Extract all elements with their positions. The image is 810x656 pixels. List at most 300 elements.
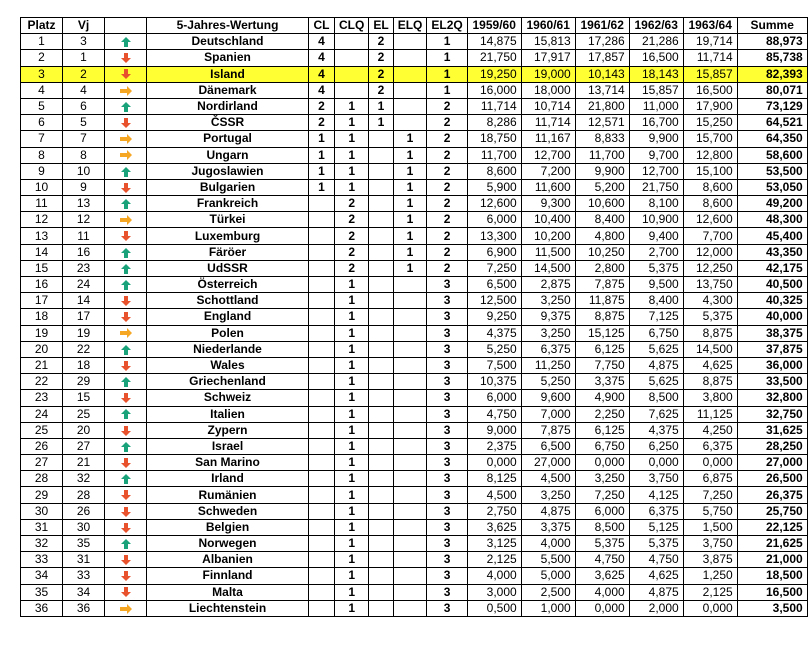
table-row	[21, 82, 808, 98]
cell-season-3: 10,600	[575, 196, 629, 212]
table-row	[21, 260, 808, 276]
cell-clq: 1	[335, 98, 369, 114]
cell-season-5: 15,250	[683, 115, 737, 131]
cell-el	[369, 600, 393, 616]
cell-country: Spanien	[147, 50, 309, 66]
cell-country: Polen	[147, 325, 309, 341]
header-vj: Vj	[63, 18, 105, 34]
cell-season-5: 15,857	[683, 66, 737, 82]
cell-summe: 64,350	[737, 131, 807, 147]
table-row	[21, 131, 808, 147]
cell-trend	[105, 438, 147, 454]
table-row	[21, 212, 808, 228]
cell-cl: 4	[309, 82, 335, 98]
cell-elq	[393, 277, 427, 293]
cell-el	[369, 325, 393, 341]
cell-cl	[309, 438, 335, 454]
cell-clq: 1	[335, 503, 369, 519]
cell-el	[369, 212, 393, 228]
cell-season-3: 3,625	[575, 568, 629, 584]
cell-country: Schweiz	[147, 390, 309, 406]
cell-season-3: 6,125	[575, 422, 629, 438]
cell-summe: 32,750	[737, 406, 807, 422]
table-row	[21, 325, 808, 341]
cell-country: Norwegen	[147, 536, 309, 552]
cell-season-4: 21,286	[629, 34, 683, 50]
cell-cl	[309, 552, 335, 568]
cell-cl	[309, 503, 335, 519]
cell-season-5: 11,125	[683, 406, 737, 422]
cell-summe: 58,600	[737, 147, 807, 163]
cell-elq	[393, 487, 427, 503]
cell-cl: 1	[309, 179, 335, 195]
table-row	[21, 341, 808, 357]
cell-season-4: 2,700	[629, 244, 683, 260]
cell-country: Rumänien	[147, 487, 309, 503]
cell-clq: 1	[335, 568, 369, 584]
cell-vj: 9	[63, 179, 105, 195]
arrow-down-icon	[119, 117, 133, 129]
cell-season-5: 6,375	[683, 438, 737, 454]
cell-trend	[105, 487, 147, 503]
table-row	[21, 455, 808, 471]
cell-clq: 2	[335, 228, 369, 244]
cell-clq: 1	[335, 131, 369, 147]
cell-el2q: 3	[427, 503, 467, 519]
cell-country: Jugoslawien	[147, 163, 309, 179]
table-row	[21, 50, 808, 66]
cell-country: UdSSR	[147, 260, 309, 276]
cell-season-4: 4,875	[629, 584, 683, 600]
cell-season-4: 6,250	[629, 438, 683, 454]
table-row	[21, 519, 808, 535]
cell-platz: 20	[21, 341, 63, 357]
cell-vj: 36	[63, 600, 105, 616]
cell-country: Zypern	[147, 422, 309, 438]
cell-season-4: 4,625	[629, 568, 683, 584]
cell-season-5: 6,875	[683, 471, 737, 487]
cell-clq: 1	[335, 374, 369, 390]
cell-season-4: 15,857	[629, 82, 683, 98]
cell-platz: 29	[21, 487, 63, 503]
cell-el2q: 3	[427, 390, 467, 406]
cell-vj: 32	[63, 471, 105, 487]
cell-cl	[309, 584, 335, 600]
cell-country: Luxemburg	[147, 228, 309, 244]
cell-clq: 1	[335, 536, 369, 552]
cell-platz: 7	[21, 131, 63, 147]
cell-season-5: 4,250	[683, 422, 737, 438]
cell-season-5: 17,900	[683, 98, 737, 114]
cell-elq	[393, 309, 427, 325]
cell-trend	[105, 163, 147, 179]
arrow-down-icon	[119, 360, 133, 372]
cell-season-3: 12,571	[575, 115, 629, 131]
cell-clq: 1	[335, 584, 369, 600]
cell-platz: 13	[21, 228, 63, 244]
cell-cl	[309, 212, 335, 228]
cell-el2q: 2	[427, 98, 467, 114]
cell-elq: 1	[393, 131, 427, 147]
cell-trend	[105, 536, 147, 552]
table-row	[21, 374, 808, 390]
cell-summe: 40,325	[737, 293, 807, 309]
cell-elq	[393, 374, 427, 390]
cell-season-4: 2,000	[629, 600, 683, 616]
cell-vj: 20	[63, 422, 105, 438]
table-row	[21, 568, 808, 584]
cell-elq	[393, 519, 427, 535]
cell-trend	[105, 293, 147, 309]
table-row	[21, 179, 808, 195]
cell-country: Färöer	[147, 244, 309, 260]
cell-season-3: 9,900	[575, 163, 629, 179]
cell-country: Liechtenstein	[147, 600, 309, 616]
cell-platz: 4	[21, 82, 63, 98]
cell-el	[369, 196, 393, 212]
cell-platz: 35	[21, 584, 63, 600]
cell-cl	[309, 422, 335, 438]
cell-platz: 23	[21, 390, 63, 406]
cell-clq: 2	[335, 196, 369, 212]
table-row	[21, 536, 808, 552]
header-clq: CLQ	[335, 18, 369, 34]
cell-season-5: 14,500	[683, 341, 737, 357]
cell-season-4: 12,700	[629, 163, 683, 179]
cell-season-2: 3,375	[521, 519, 575, 535]
cell-season-1: 12,600	[467, 196, 521, 212]
cell-season-2: 11,600	[521, 179, 575, 195]
cell-season-1: 6,900	[467, 244, 521, 260]
cell-season-2: 5,000	[521, 568, 575, 584]
header-season-1: 1959/60	[467, 18, 521, 34]
cell-season-3: 8,875	[575, 309, 629, 325]
cell-country: Finnland	[147, 568, 309, 584]
cell-vj: 33	[63, 568, 105, 584]
cell-el2q: 3	[427, 341, 467, 357]
cell-vj: 28	[63, 487, 105, 503]
cell-elq	[393, 50, 427, 66]
cell-season-2: 5,500	[521, 552, 575, 568]
cell-season-5: 8,600	[683, 196, 737, 212]
cell-season-1: 3,625	[467, 519, 521, 535]
cell-platz: 3	[21, 66, 63, 82]
cell-elq	[393, 357, 427, 373]
cell-summe: 26,500	[737, 471, 807, 487]
cell-cl	[309, 487, 335, 503]
cell-season-4: 16,500	[629, 50, 683, 66]
cell-cl	[309, 325, 335, 341]
cell-season-1: 19,250	[467, 66, 521, 82]
cell-season-1: 10,375	[467, 374, 521, 390]
cell-season-4: 5,375	[629, 260, 683, 276]
cell-season-3: 4,800	[575, 228, 629, 244]
cell-vj: 22	[63, 341, 105, 357]
cell-country: Dänemark	[147, 82, 309, 98]
cell-season-3: 3,375	[575, 374, 629, 390]
cell-country: Frankreich	[147, 196, 309, 212]
cell-season-1: 0,500	[467, 600, 521, 616]
cell-clq: 2	[335, 260, 369, 276]
arrow-down-icon	[119, 457, 133, 469]
table-row	[21, 471, 808, 487]
cell-vj: 27	[63, 438, 105, 454]
cell-clq: 1	[335, 115, 369, 131]
cell-season-5: 3,750	[683, 536, 737, 552]
cell-season-1: 5,900	[467, 179, 521, 195]
cell-summe: 53,500	[737, 163, 807, 179]
cell-season-5: 3,875	[683, 552, 737, 568]
cell-vj: 23	[63, 260, 105, 276]
cell-season-3: 15,125	[575, 325, 629, 341]
cell-el2q: 3	[427, 277, 467, 293]
cell-platz: 1	[21, 34, 63, 50]
cell-country: Niederlande	[147, 341, 309, 357]
cell-el2q: 2	[427, 228, 467, 244]
cell-season-5: 13,750	[683, 277, 737, 293]
cell-elq	[393, 503, 427, 519]
cell-elq	[393, 34, 427, 50]
cell-vj: 31	[63, 552, 105, 568]
cell-summe: 80,071	[737, 82, 807, 98]
cell-season-1: 4,500	[467, 487, 521, 503]
cell-vj: 6	[63, 98, 105, 114]
cell-season-2: 11,500	[521, 244, 575, 260]
cell-season-4: 6,375	[629, 503, 683, 519]
cell-trend	[105, 309, 147, 325]
cell-season-1: 16,000	[467, 82, 521, 98]
arrow-down-icon	[119, 295, 133, 307]
arrow-right-icon	[119, 133, 133, 145]
cell-platz: 32	[21, 536, 63, 552]
cell-vj: 21	[63, 455, 105, 471]
cell-el2q: 1	[427, 34, 467, 50]
arrow-down-icon	[119, 311, 133, 323]
cell-country: Griechenland	[147, 374, 309, 390]
cell-season-3: 8,500	[575, 519, 629, 535]
table-row	[21, 147, 808, 163]
cell-platz: 14	[21, 244, 63, 260]
cell-trend	[105, 325, 147, 341]
table-row	[21, 293, 808, 309]
cell-elq	[393, 66, 427, 82]
cell-summe: 49,200	[737, 196, 807, 212]
cell-season-4: 8,400	[629, 293, 683, 309]
cell-season-2: 2,875	[521, 277, 575, 293]
arrow-up-icon	[119, 408, 133, 420]
cell-el	[369, 422, 393, 438]
cell-season-1: 4,375	[467, 325, 521, 341]
table-row	[21, 277, 808, 293]
cell-season-4: 5,625	[629, 374, 683, 390]
cell-cl	[309, 260, 335, 276]
cell-elq: 1	[393, 163, 427, 179]
cell-season-1: 4,000	[467, 568, 521, 584]
cell-season-3: 10,143	[575, 66, 629, 82]
cell-season-2: 6,500	[521, 438, 575, 454]
cell-season-4: 5,375	[629, 536, 683, 552]
cell-cl	[309, 519, 335, 535]
cell-season-5: 16,500	[683, 82, 737, 98]
cell-season-4: 18,143	[629, 66, 683, 82]
cell-el	[369, 163, 393, 179]
cell-trend	[105, 374, 147, 390]
cell-el2q: 3	[427, 455, 467, 471]
ranking-table	[20, 17, 808, 617]
cell-vj: 14	[63, 293, 105, 309]
cell-season-2: 7,200	[521, 163, 575, 179]
cell-el2q: 3	[427, 584, 467, 600]
cell-season-1: 21,750	[467, 50, 521, 66]
arrow-down-icon	[119, 68, 133, 80]
cell-clq: 1	[335, 471, 369, 487]
cell-country: Israel	[147, 438, 309, 454]
arrow-down-icon	[119, 230, 133, 242]
cell-elq: 1	[393, 147, 427, 163]
cell-trend	[105, 50, 147, 66]
arrow-up-icon	[119, 376, 133, 388]
cell-season-2: 6,375	[521, 341, 575, 357]
cell-el2q: 3	[427, 471, 467, 487]
cell-season-1: 7,250	[467, 260, 521, 276]
cell-cl	[309, 196, 335, 212]
cell-season-3: 7,250	[575, 487, 629, 503]
cell-summe: 18,500	[737, 568, 807, 584]
cell-vj: 7	[63, 131, 105, 147]
cell-summe: 85,738	[737, 50, 807, 66]
cell-el	[369, 455, 393, 471]
cell-el2q: 3	[427, 293, 467, 309]
header-season-3: 1961/62	[575, 18, 629, 34]
cell-season-1: 4,750	[467, 406, 521, 422]
cell-season-4: 16,700	[629, 115, 683, 131]
cell-season-2: 3,250	[521, 293, 575, 309]
table-row	[21, 66, 808, 82]
cell-clq: 1	[335, 147, 369, 163]
cell-trend	[105, 131, 147, 147]
cell-el	[369, 406, 393, 422]
cell-season-3: 10,250	[575, 244, 629, 260]
cell-season-3: 5,200	[575, 179, 629, 195]
cell-clq: 2	[335, 212, 369, 228]
cell-summe: 21,000	[737, 552, 807, 568]
arrow-up-icon	[119, 36, 133, 48]
cell-elq	[393, 98, 427, 114]
cell-vj: 4	[63, 82, 105, 98]
cell-vj: 26	[63, 503, 105, 519]
cell-el	[369, 536, 393, 552]
arrow-up-icon	[119, 247, 133, 259]
cell-trend	[105, 600, 147, 616]
cell-summe: 82,393	[737, 66, 807, 82]
arrow-down-icon	[119, 489, 133, 501]
table-row	[21, 163, 808, 179]
cell-summe: 42,175	[737, 260, 807, 276]
arrow-right-icon	[119, 85, 133, 97]
cell-season-2: 15,813	[521, 34, 575, 50]
cell-elq: 1	[393, 260, 427, 276]
cell-season-1: 6,000	[467, 212, 521, 228]
cell-season-2: 19,000	[521, 66, 575, 82]
cell-vj: 16	[63, 244, 105, 260]
cell-el	[369, 228, 393, 244]
cell-season-4: 9,400	[629, 228, 683, 244]
cell-el	[369, 568, 393, 584]
cell-trend	[105, 244, 147, 260]
cell-platz: 11	[21, 196, 63, 212]
cell-summe: 43,350	[737, 244, 807, 260]
cell-el2q: 2	[427, 196, 467, 212]
cell-platz: 33	[21, 552, 63, 568]
cell-cl	[309, 293, 335, 309]
cell-el	[369, 341, 393, 357]
arrow-right-icon	[119, 149, 133, 161]
cell-country: ČSSR	[147, 115, 309, 131]
arrow-up-icon	[119, 198, 133, 210]
cell-el2q: 2	[427, 131, 467, 147]
cell-elq	[393, 341, 427, 357]
header-cl: CL	[309, 18, 335, 34]
cell-el	[369, 244, 393, 260]
cell-season-2: 5,250	[521, 374, 575, 390]
cell-elq	[393, 325, 427, 341]
cell-country: Ungarn	[147, 147, 309, 163]
cell-season-1: 0,000	[467, 455, 521, 471]
cell-season-4: 8,100	[629, 196, 683, 212]
cell-summe: 53,050	[737, 179, 807, 195]
cell-el	[369, 552, 393, 568]
cell-season-4: 9,700	[629, 147, 683, 163]
cell-platz: 15	[21, 260, 63, 276]
cell-clq: 1	[335, 293, 369, 309]
cell-vj: 29	[63, 374, 105, 390]
cell-el	[369, 390, 393, 406]
cell-el2q: 2	[427, 260, 467, 276]
cell-el	[369, 487, 393, 503]
cell-clq: 1	[335, 422, 369, 438]
cell-el: 2	[369, 34, 393, 50]
cell-el2q: 2	[427, 163, 467, 179]
arrow-right-icon	[119, 603, 133, 615]
cell-platz: 22	[21, 374, 63, 390]
cell-trend	[105, 390, 147, 406]
cell-country: Malta	[147, 584, 309, 600]
table-row	[21, 406, 808, 422]
cell-summe: 64,521	[737, 115, 807, 131]
cell-vj: 10	[63, 163, 105, 179]
cell-summe: 32,800	[737, 390, 807, 406]
cell-platz: 17	[21, 293, 63, 309]
table-row	[21, 503, 808, 519]
arrow-down-icon	[119, 554, 133, 566]
header-elq: ELQ	[393, 18, 427, 34]
cell-clq: 1	[335, 163, 369, 179]
cell-season-1: 3,000	[467, 584, 521, 600]
header-trend	[105, 18, 147, 34]
cell-vj: 18	[63, 357, 105, 373]
cell-cl: 2	[309, 115, 335, 131]
table-row	[21, 487, 808, 503]
cell-summe: 3,500	[737, 600, 807, 616]
cell-summe: 21,625	[737, 536, 807, 552]
cell-season-3: 11,700	[575, 147, 629, 163]
cell-el	[369, 438, 393, 454]
cell-season-4: 4,750	[629, 552, 683, 568]
arrow-down-icon	[119, 52, 133, 64]
cell-trend	[105, 552, 147, 568]
cell-season-1: 3,125	[467, 536, 521, 552]
cell-platz: 28	[21, 471, 63, 487]
